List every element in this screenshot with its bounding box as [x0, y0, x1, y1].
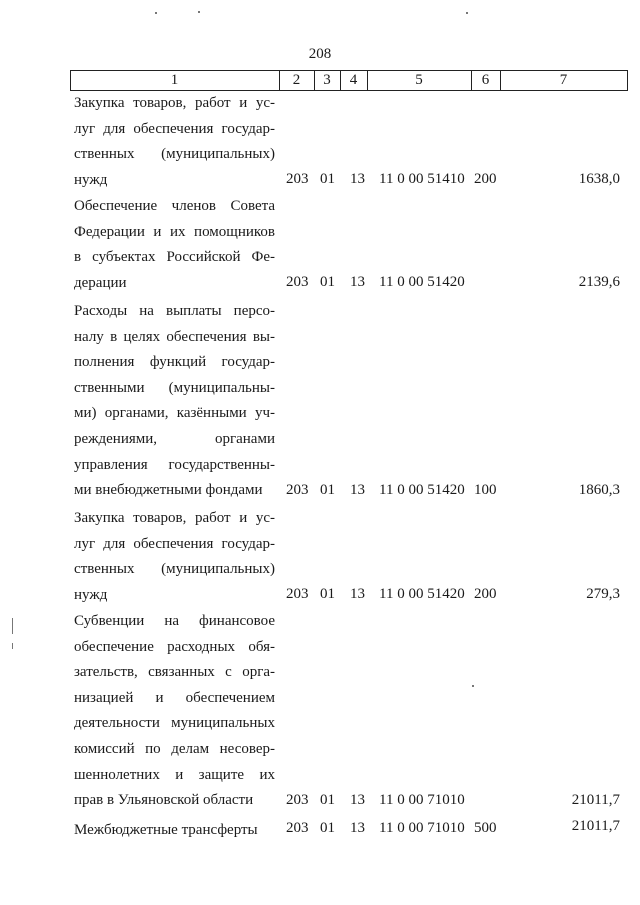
name-line: деятельности муниципальных [74, 715, 275, 732]
cell-vr: 200 [474, 171, 497, 187]
cell-gr: 203 [286, 274, 309, 290]
name-line: Межбюджетные трансферты [74, 822, 258, 838]
cell-sum: 2139,6 [578, 274, 620, 290]
cell-cs: 11 0 00 51420 [379, 586, 465, 602]
cell-gr: 203 [286, 586, 309, 602]
scan-speck [472, 685, 474, 687]
header-col-6: 6 [481, 72, 490, 88]
name-line: ственных (муниципальных) [74, 146, 275, 163]
name-line: налу в целях обеспечения вы- [74, 328, 275, 345]
row-name [74, 609, 275, 814]
header-col-5: 5 [415, 72, 423, 88]
cell-cs: 11 0 00 51420 [379, 482, 465, 498]
name-line: низацией и обеспечением [74, 689, 275, 706]
name-line: реждениями, органами [74, 430, 275, 447]
cell-sum: 21011,7 [571, 818, 620, 834]
cell-cs: 11 0 00 51420 [379, 274, 465, 290]
name-line: шеннолетних и защите их [74, 766, 275, 783]
scan-speck [198, 11, 200, 13]
name-line: Субвенции на финансовое [74, 613, 275, 629]
name-line: дерации [74, 274, 127, 291]
cell-rz: 01 [320, 586, 335, 602]
cell-vr: 200 [474, 586, 497, 602]
name-line: ми внебюджетными фондами [74, 482, 263, 499]
header-divider [627, 70, 628, 91]
cell-rz: 01 [320, 171, 335, 187]
name-line: нужд [74, 586, 108, 603]
header-top-border [70, 70, 628, 71]
name-line: управления государственны- [74, 456, 275, 473]
header-col-2: 2 [292, 72, 301, 88]
header-col-3: 3 [323, 72, 331, 88]
name-line: ми) органами, казёнными уч- [74, 405, 275, 422]
cell-cs: 11 0 00 51410 [379, 171, 465, 187]
name-line: прав в Ульяновской области [74, 792, 254, 809]
cell-cs: 11 0 00 71010 [379, 820, 465, 836]
name-line: Обеспечение членов Совета [74, 198, 275, 214]
cell-rz: 01 [320, 274, 335, 290]
name-line: Федерации и их помощников [74, 223, 275, 240]
cell-sum: 21011,7 [571, 792, 620, 808]
row-name [74, 91, 275, 193]
cell-vr: 500 [474, 820, 497, 836]
header-col-1: 1 [170, 72, 179, 88]
name-line: комиссий по делам несовер- [74, 740, 275, 757]
name-line: полнения функций государ- [74, 354, 275, 371]
cell-pr: 13 [350, 171, 365, 187]
cell-gr: 203 [286, 792, 309, 808]
name-line: луг для обеспечения государ- [74, 120, 275, 137]
name-line: Закупка товаров, работ и ус- [74, 510, 275, 526]
cell-sum: 1860,3 [578, 482, 620, 498]
cell-gr: 203 [286, 482, 309, 498]
name-line: луг для обеспечения государ- [74, 535, 275, 552]
row-name [74, 194, 275, 296]
name-line: ственных (муниципальных) [74, 561, 275, 578]
cell-rz: 01 [320, 820, 335, 836]
scan-speck [12, 618, 13, 634]
header-col-7: 7 [559, 72, 568, 88]
cell-sum: 1638,0 [578, 171, 620, 187]
cell-gr: 203 [286, 171, 309, 187]
cell-pr: 13 [350, 792, 365, 808]
scan-speck [155, 12, 157, 14]
row-name [74, 506, 275, 608]
cell-cs: 11 0 00 71010 [379, 792, 465, 808]
scan-speck [466, 12, 468, 14]
cell-rz: 01 [320, 482, 335, 498]
page-number: 208 [308, 46, 332, 62]
cell-vr: 100 [474, 482, 497, 498]
cell-pr: 13 [350, 820, 365, 836]
cell-pr: 13 [350, 274, 365, 290]
cell-pr: 13 [350, 482, 365, 498]
name-line: нужд [74, 171, 108, 188]
row-name [74, 818, 275, 844]
name-line: в субъектах Российской Фе- [74, 249, 275, 266]
name-line: ственными (муниципальны- [74, 379, 275, 396]
cell-rz: 01 [320, 792, 335, 808]
name-line: зательств, связанных с орга- [74, 664, 275, 681]
cell-gr: 203 [286, 820, 309, 836]
name-line: Расходы на выплаты персо- [74, 303, 275, 319]
scan-speck [12, 643, 13, 649]
cell-pr: 13 [350, 586, 365, 602]
cell-sum: 279,3 [586, 586, 620, 602]
header-col-4: 4 [349, 72, 358, 88]
name-line: обеспечение расходных обя- [74, 638, 275, 655]
name-line: Закупка товаров, работ и ус- [74, 95, 275, 111]
row-name [74, 299, 275, 504]
